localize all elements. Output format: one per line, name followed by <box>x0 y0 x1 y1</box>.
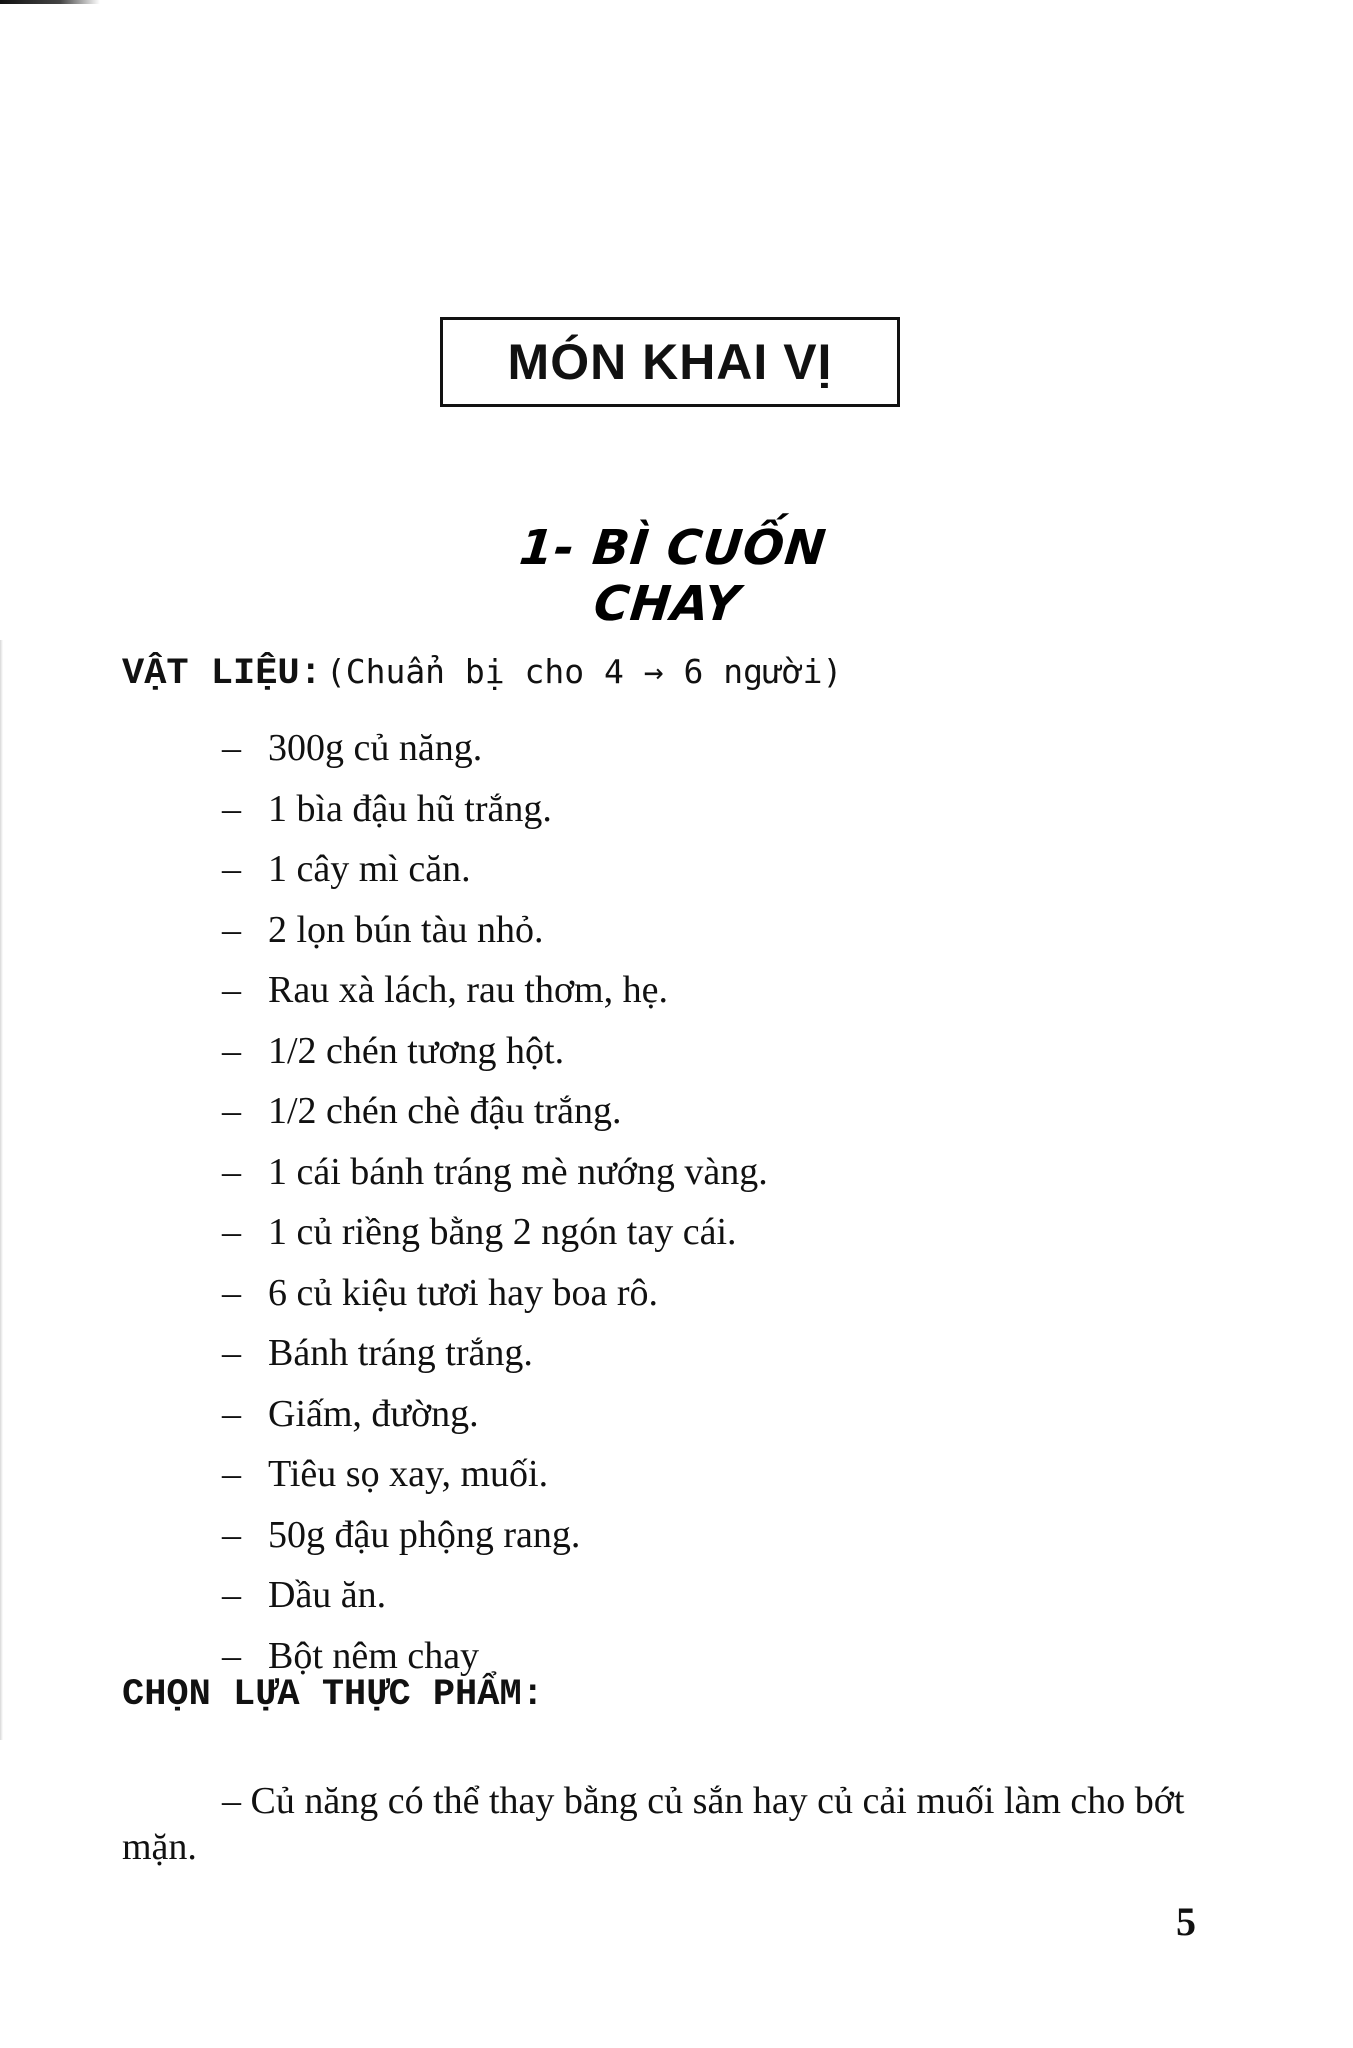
dash-bullet: – <box>222 1029 241 1072</box>
page-number: 5 <box>1176 1899 1196 1944</box>
materials-heading: VẬT LIỆU: <box>122 653 322 695</box>
section-title-box <box>440 317 900 407</box>
ingredient-item <box>222 1021 768 1082</box>
ingredient-item <box>222 779 768 840</box>
dash-bullet: – <box>222 969 241 1011</box>
ingredient-item <box>222 1323 768 1384</box>
ingredient-text: 1 củ riềng bằng 2 ngón tay cái. <box>268 1211 737 1253</box>
scan-edge-artifact <box>0 0 100 4</box>
ingredient-item <box>222 1384 768 1445</box>
dash-bullet: – <box>222 1211 241 1253</box>
dash-bullet: – <box>222 908 241 951</box>
dash-bullet: – <box>222 1271 241 1314</box>
dash-bullet: – <box>222 727 241 769</box>
ingredient-item <box>222 1081 768 1142</box>
section-title: MÓN KHAI VỊ <box>507 334 833 390</box>
dash-bullet: – <box>222 1513 241 1556</box>
selection-heading: CHỌN LỰA THỰC PHẨM: <box>122 1674 544 1716</box>
materials-heading-line <box>122 652 842 695</box>
ingredient-item <box>222 1202 768 1263</box>
ingredient-item <box>222 1263 768 1324</box>
ingredient-text: Bánh tráng trắng. <box>268 1332 533 1374</box>
ingredient-text: 1 cái bánh tráng mè nướng vàng. <box>268 1150 768 1193</box>
servings-note: (Chuẩn bị cho 4 → 6 người) <box>325 652 843 691</box>
selection-paragraph: – Củ năng có thể thay bằng củ sắn hay củ cải muối làm cho bớt mặn. <box>122 1780 1185 1868</box>
selection-heading-line <box>122 1674 544 1716</box>
page-gutter-shadow <box>0 640 3 1740</box>
dash-bullet: – <box>222 1634 241 1677</box>
dash-bullet: – <box>222 1574 241 1616</box>
ingredient-item <box>222 1444 768 1505</box>
ingredient-item <box>222 960 768 1021</box>
ingredient-text: Giấm, đường. <box>268 1392 479 1435</box>
ingredient-item <box>222 1505 768 1566</box>
ingredient-item <box>222 900 768 961</box>
dash-bullet: – <box>222 1392 241 1435</box>
ingredient-text: 1 cây mì căn. <box>268 848 471 890</box>
ingredient-text: 1 bìa đậu hũ trắng. <box>268 787 552 830</box>
ingredient-text: 6 củ kiệu tươi hay boa rô. <box>268 1271 658 1314</box>
ingredient-text: 1/2 chén tương hột. <box>268 1029 565 1072</box>
ingredient-item <box>222 1565 768 1626</box>
ingredient-text: Tiêu sọ xay, muối. <box>268 1453 549 1495</box>
dash-bullet: – <box>222 1090 241 1132</box>
ingredient-text: 2 lọn bún tàu nhỏ. <box>268 908 544 951</box>
ingredient-text: Dầu ăn. <box>268 1574 387 1616</box>
dash-bullet: – <box>222 1150 241 1193</box>
dash-bullet: – <box>222 848 241 890</box>
ingredient-text: Bột nêm chay <box>268 1634 480 1677</box>
dash-bullet: – <box>222 787 241 830</box>
ingredient-item <box>222 718 768 779</box>
dash-bullet: – <box>222 1453 241 1495</box>
ingredient-text: 50g đậu phộng rang. <box>268 1513 581 1556</box>
ingredient-item <box>222 839 768 900</box>
ingredient-text: 1/2 chén chè đậu trắng. <box>268 1090 622 1132</box>
ingredient-item <box>222 1142 768 1203</box>
recipe-title: 1- BÌ CUỐN CHAY <box>516 520 830 632</box>
ingredient-list <box>222 718 768 1686</box>
dash-bullet: – <box>222 1332 241 1374</box>
ingredient-text: Rau xà lách, rau thơm, hẹ. <box>268 969 668 1011</box>
ingredient-text: 300g củ năng. <box>268 727 483 769</box>
